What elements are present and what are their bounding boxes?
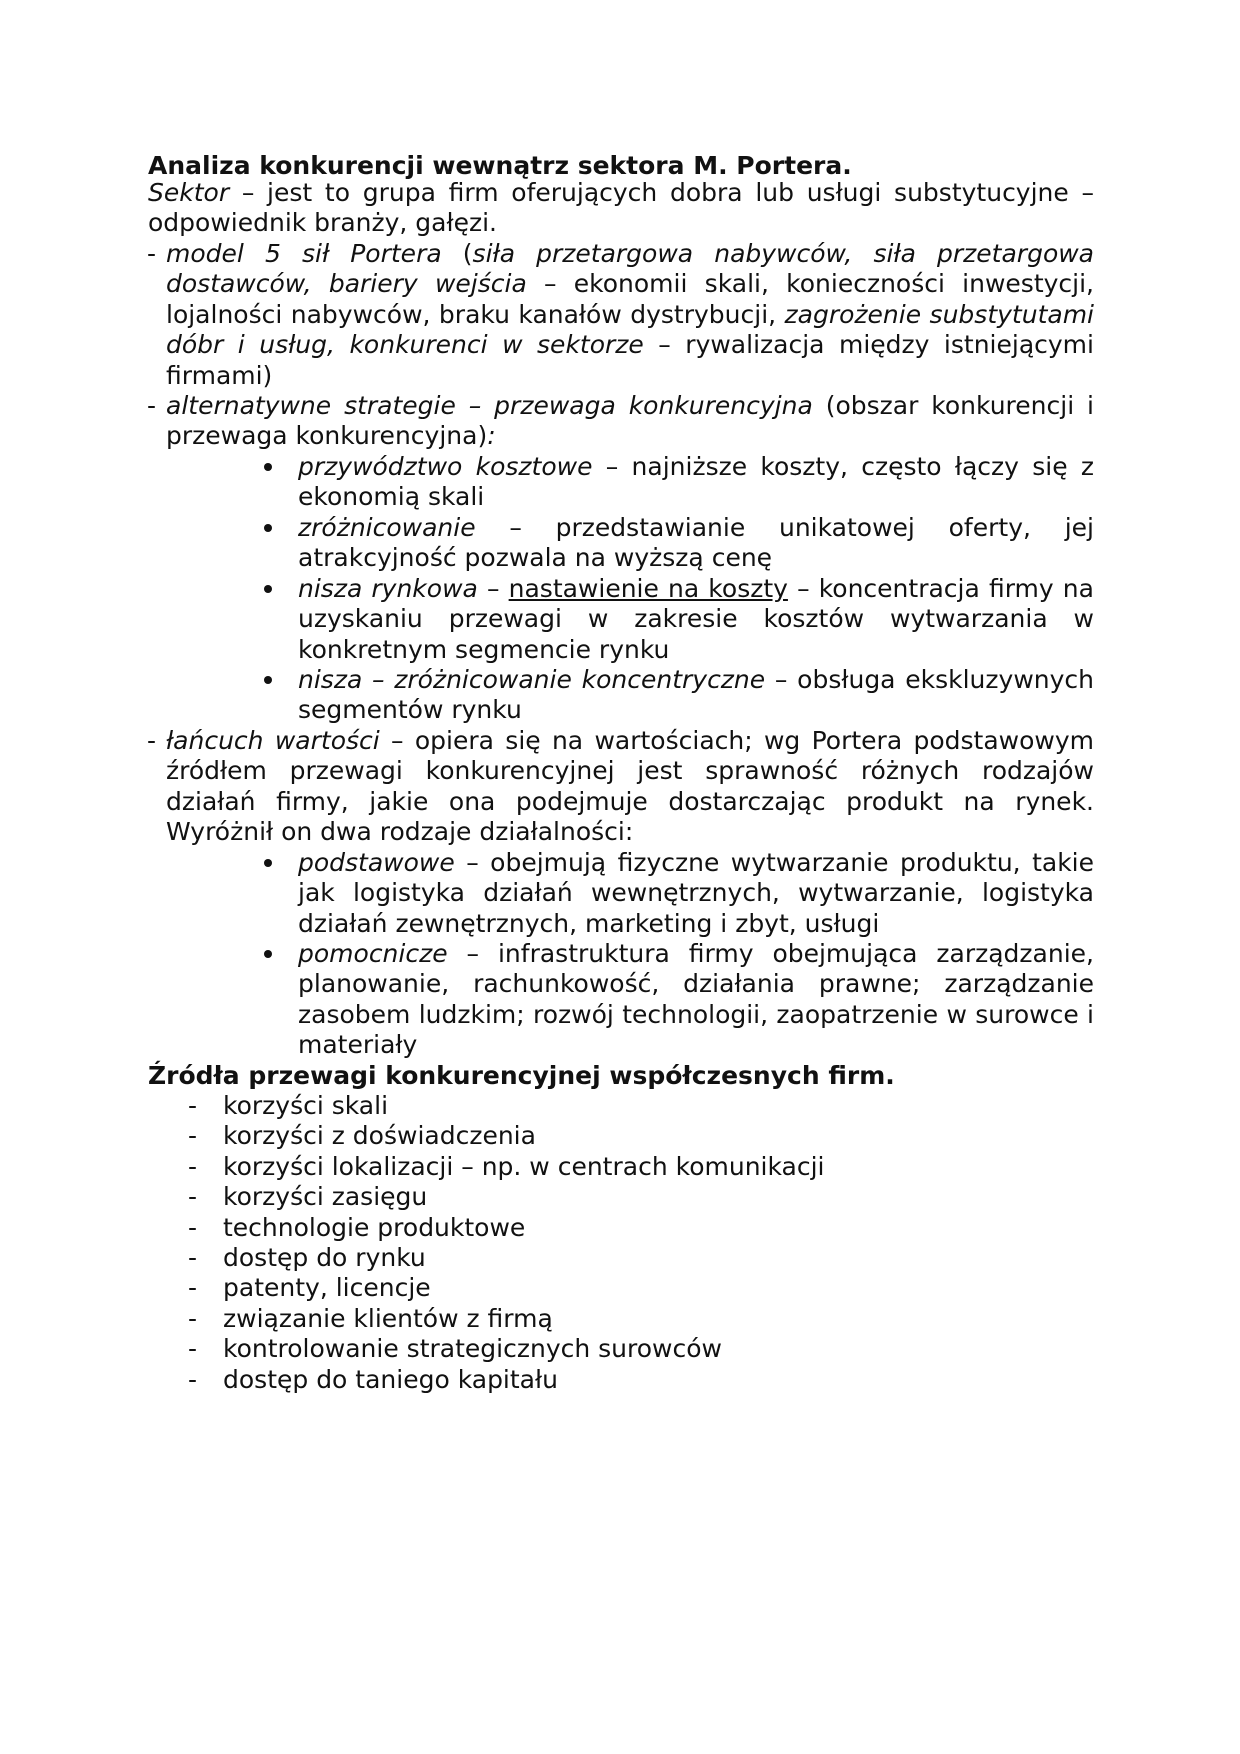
bullet-term: przywództwo kosztowe <box>298 452 593 481</box>
list-item <box>188 1334 824 1364</box>
list-dash: - <box>188 1242 198 1272</box>
bullet-primary-activities <box>298 848 1094 939</box>
list-dash: - <box>188 1212 198 1242</box>
list-item <box>188 1121 824 1151</box>
bullet-term: zróżnicowanie <box>298 513 476 542</box>
bullet-dot <box>264 463 272 471</box>
item-dash: - <box>147 391 157 420</box>
list-item <box>188 1152 824 1182</box>
list-item-text: patenty, licencje <box>223 1273 431 1303</box>
item1-term: model 5 sił Portera <box>166 239 442 268</box>
list-item <box>188 1091 824 1121</box>
bullet-differentiation <box>298 513 1094 574</box>
bullet-cost-leadership <box>298 452 1094 513</box>
item2-colon: : <box>487 421 496 451</box>
bullet-term: nisza – zróżnicowanie koncentryczne <box>298 665 766 694</box>
bullet-niche-cost <box>298 574 1094 665</box>
value-chain-item <box>147 726 1095 848</box>
list-item <box>188 1182 824 1212</box>
list-dash: - <box>188 1303 198 1333</box>
bullet-dot <box>264 859 272 867</box>
list-item-text: kontrolowanie strategicznych surowców <box>223 1334 722 1364</box>
list-dash: - <box>188 1334 198 1364</box>
list-dash: - <box>188 1151 198 1181</box>
alternative-strategies-item <box>147 391 1094 452</box>
list-dash: - <box>188 1091 198 1120</box>
page-title: Analiza konkurencji wewnątrz sektora M. Portera. <box>148 151 852 180</box>
item3-term: łańcuch wartości <box>166 726 380 755</box>
list-item-text: korzyści lokalizacji – np. w centrach komunikacji <box>223 1151 825 1181</box>
bullet-niche-differentiation <box>298 665 1094 726</box>
intro-paragraph <box>148 178 1094 239</box>
item2-text: (obszar konkurencji i przewaga konkurencyjna) <box>166 391 1094 451</box>
list-item <box>188 1213 824 1243</box>
item1-barriers: – ekonomii skali, konieczności inwestycji, lojalności nabywców, braku kanałów dystrybucji, <box>166 269 1095 329</box>
bullet-dot <box>264 676 272 684</box>
list-item-text: korzyści skali <box>223 1091 389 1120</box>
list-item-text: technologie produktowe <box>223 1212 526 1242</box>
bullet-dot <box>264 950 272 958</box>
bullet-term: pomocnicze <box>298 939 448 968</box>
item1-threats: zagrożenie substytutami dóbr i usług, konkurenci w sektorze <box>166 299 1094 360</box>
list-dash: - <box>188 1364 198 1394</box>
porter-five-forces-item <box>147 239 1095 391</box>
list-item <box>188 1273 824 1303</box>
bullet-text: – obejmują fizyczne wytwarzanie produktu, takie jak logistyka działań wewnętrznych, wytwarzanie, logistyka działań zewnętrznych, marketing i zbyt, usługi <box>298 848 1094 938</box>
bullet-text: – najniższe koszty, często łączy się z ekonomią skali <box>298 452 1095 512</box>
list-dash: - <box>188 1273 198 1303</box>
item3-text: – opiera się na wartościach; wg Portera podstawowym źródłem przewagi konkurencyjnej jest sprawność różnych rodzajów działań firmy, jakie ona podejmuje dostarczając produkt na rynek. Wyróżnił on dwa rodzaje działalności: <box>166 726 1095 847</box>
bullet-dot <box>264 585 272 593</box>
list-item <box>188 1365 824 1395</box>
list-dash: - <box>188 1182 198 1212</box>
bullet-term: podstawowe <box>298 848 455 877</box>
list-item-text: korzyści zasięgu <box>223 1182 428 1212</box>
item1-paren: ( <box>441 239 473 268</box>
bullet-text: – koncentracja firmy na uzyskaniu przewagi w zakresie kosztów wytwarzania w konkretnym segmencie rynku <box>298 574 1094 664</box>
bullet-support-activities <box>298 939 1094 1061</box>
bullet-dot <box>264 524 272 532</box>
bullet-text: – przedstawianie unikatowej oferty, jej atrakcyjność pozwala na wyższą cenę <box>298 513 1094 573</box>
list-item-text: dostęp do rynku <box>223 1242 426 1272</box>
bullet-separator: – <box>477 574 509 603</box>
item-dash: - <box>147 726 157 755</box>
intro-term: Sektor <box>148 178 230 207</box>
item2-term: alternatywne strategie – przewaga konkurencyjna <box>166 391 813 420</box>
item-dash: - <box>147 239 157 268</box>
list-item <box>188 1304 824 1334</box>
section-title: Źródła przewagi konkurencyjnej współczesnych firm. <box>148 1061 895 1090</box>
list-item-text: dostęp do taniego kapitału <box>223 1364 558 1394</box>
bullet-text: – obsługa ekskluzywnych segmentów rynku <box>298 665 1094 725</box>
bullet-underlined: nastawienie na koszty <box>508 574 788 603</box>
sources-list <box>188 1091 824 1395</box>
list-item-text: korzyści z doświadczenia <box>223 1121 536 1151</box>
bullet-text: – infrastruktura firmy obejmująca zarządzanie, planowanie, rachunkowość, działania prawne; zarządzanie zasobem ludzkim; rozwój technologii, zaopatrzenie w surowce i materiały <box>298 939 1094 1060</box>
intro-text: – jest to grupa firm oferujących dobra lub usługi substytucyjne – odpowiednik branży, gałęzi. <box>148 178 1094 238</box>
list-item-text: związanie klientów z firmą <box>223 1303 553 1333</box>
item1-forces: siła przetargowa nabywców, siła przetargowa dostawców, bariery wejścia <box>166 239 1095 299</box>
list-dash: - <box>188 1121 198 1151</box>
bullet-term: nisza rynkowa <box>298 574 478 603</box>
list-item <box>188 1243 824 1273</box>
item1-rivalry: – rywalizacja między istniejącymi firmami) <box>166 330 1094 390</box>
